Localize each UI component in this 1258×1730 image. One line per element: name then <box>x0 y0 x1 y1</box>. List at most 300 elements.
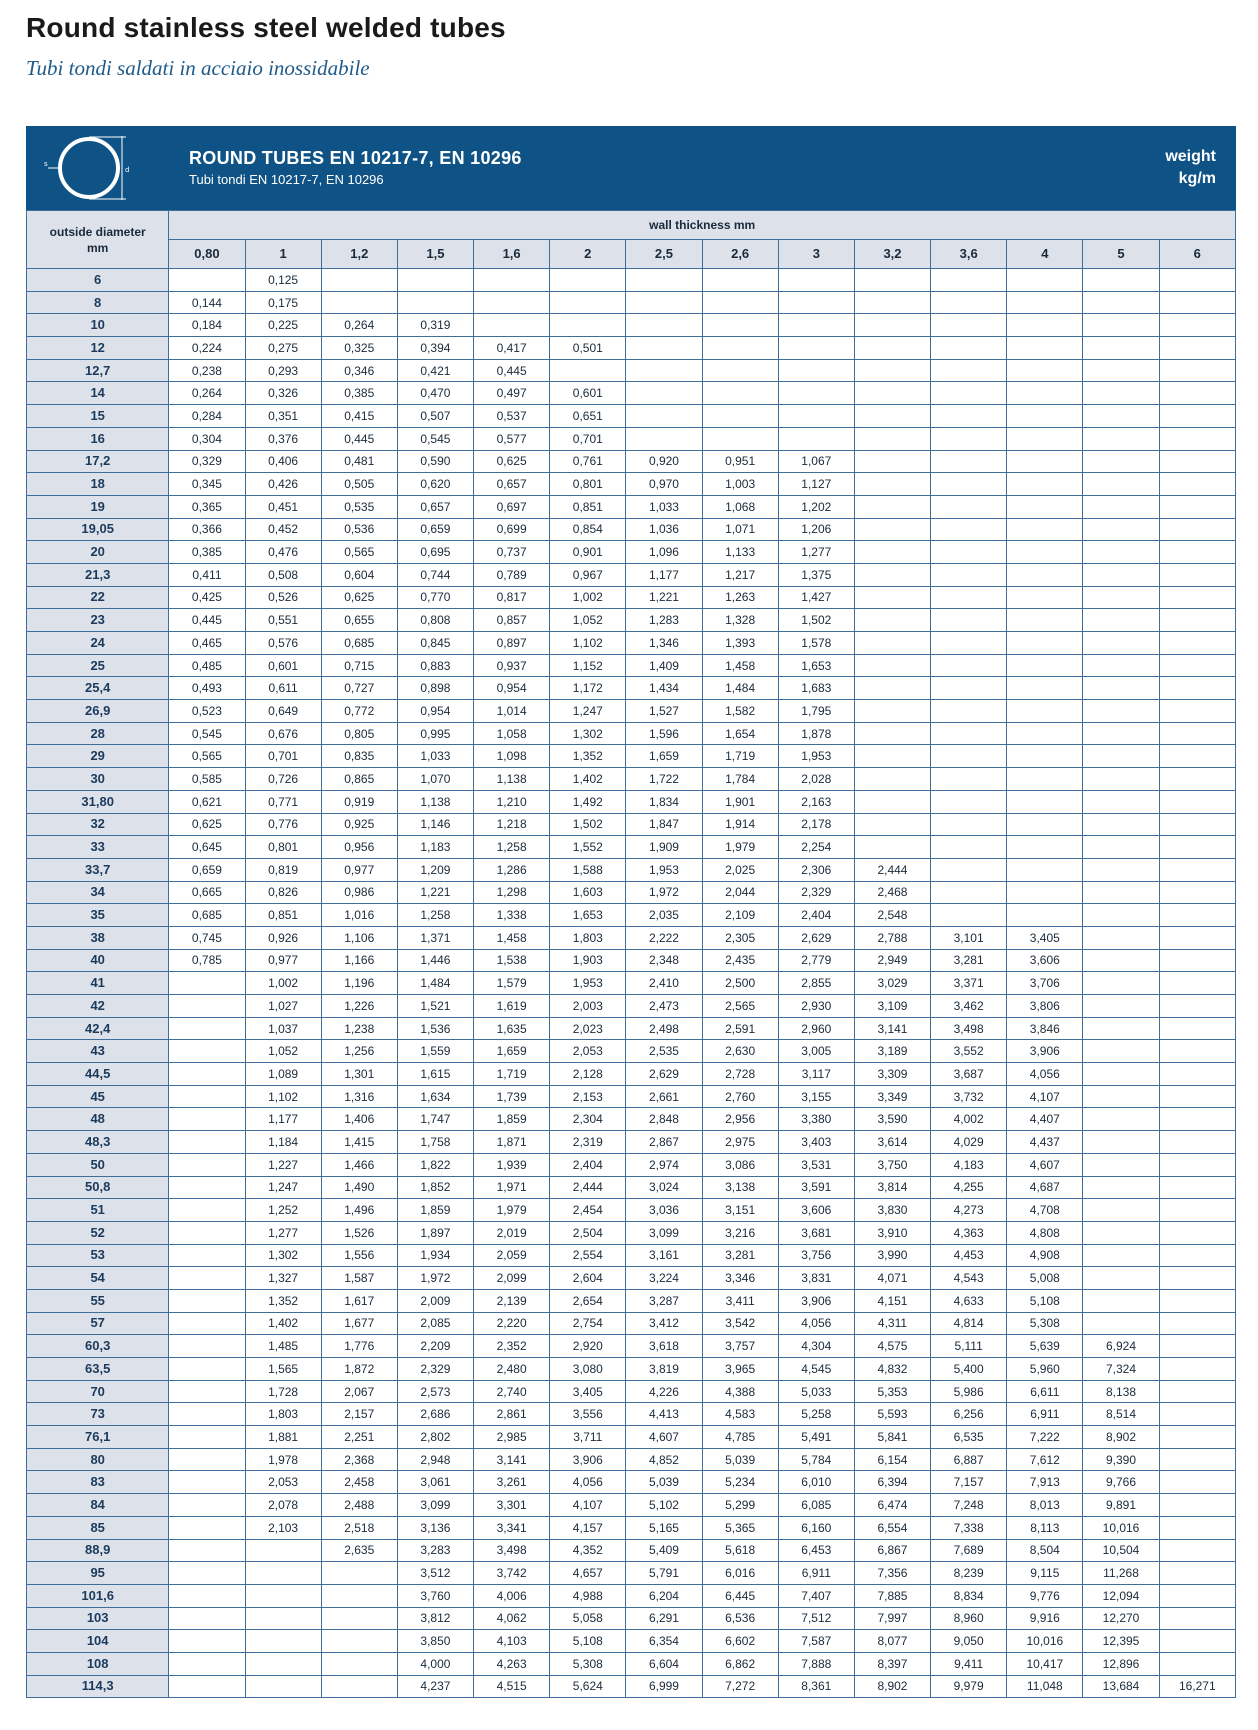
weight-cell: 4,151 <box>854 1289 930 1312</box>
outside-diameter-cell: 85 <box>27 1516 169 1539</box>
weight-cell: 1,252 <box>245 1199 321 1222</box>
weight-cell: 1,496 <box>321 1199 397 1222</box>
weight-cell: 0,951 <box>702 450 778 473</box>
thickness-header-cell: 4 <box>1007 240 1083 269</box>
table-row <box>27 269 1236 292</box>
outside-diameter-cell: 48,3 <box>27 1131 169 1154</box>
weight-cell: 2,019 <box>474 1221 550 1244</box>
weight-cell: 0,545 <box>169 722 245 745</box>
weight-cell: 2,788 <box>854 926 930 949</box>
weight-cell: 1,036 <box>626 518 702 541</box>
weight-cell: 2,404 <box>778 904 854 927</box>
weight-cell: 1,177 <box>626 563 702 586</box>
weight-cell: 1,538 <box>474 949 550 972</box>
weight-cell: 3,756 <box>778 1244 854 1267</box>
weight-cell: 0,406 <box>245 450 321 473</box>
weight-cell: 4,607 <box>626 1426 702 1449</box>
weight-cell <box>245 1562 321 1585</box>
weight-cell <box>550 359 626 382</box>
weight-cell <box>854 609 930 632</box>
weight-cell <box>931 745 1007 768</box>
weight-cell: 3,910 <box>854 1221 930 1244</box>
table-row <box>27 473 1236 496</box>
weight-cell: 1,302 <box>550 722 626 745</box>
weight-cell <box>778 427 854 450</box>
table-row <box>27 563 1236 586</box>
weight-cell: 0,808 <box>397 609 473 632</box>
weight-cell: 7,407 <box>778 1584 854 1607</box>
weight-cell: 0,620 <box>397 473 473 496</box>
weight-cell: 0,304 <box>169 427 245 450</box>
weight-cell <box>1159 1630 1235 1653</box>
weight-cell: 4,633 <box>931 1289 1007 1312</box>
weight-cell: 3,411 <box>702 1289 778 1312</box>
svg-text:s: s <box>44 160 48 168</box>
outside-diameter-cell: 25,4 <box>27 677 169 700</box>
weight-cell: 0,275 <box>245 337 321 360</box>
weight-cell: 1,972 <box>397 1267 473 1290</box>
weight-cell: 0,625 <box>321 586 397 609</box>
weight-cell: 0,325 <box>321 337 397 360</box>
weight-cell: 0,376 <box>245 427 321 450</box>
weight-cell: 0,865 <box>321 768 397 791</box>
weight-cell: 0,897 <box>474 632 550 655</box>
weight-cell <box>1083 1040 1159 1063</box>
weight-cell: 1,027 <box>245 995 321 1018</box>
weight-cell: 0,851 <box>550 495 626 518</box>
weight-cell: 2,630 <box>702 1040 778 1063</box>
outside-diameter-cell: 51 <box>27 1199 169 1222</box>
weight-cell: 8,834 <box>931 1584 1007 1607</box>
thickness-header-cell: 2,5 <box>626 240 702 269</box>
thickness-header-cell: 3,6 <box>931 240 1007 269</box>
weight-cell: 1,277 <box>245 1221 321 1244</box>
weight-cell: 1,263 <box>702 586 778 609</box>
weight-cell: 0,651 <box>550 405 626 428</box>
weight-cell: 2,109 <box>702 904 778 927</box>
weight-cell <box>1083 836 1159 859</box>
weight-cell: 3,099 <box>397 1494 473 1517</box>
weight-cell <box>1159 382 1235 405</box>
weight-cell <box>169 1063 245 1086</box>
weight-cell: 1,484 <box>702 677 778 700</box>
weight-cell: 5,165 <box>626 1516 702 1539</box>
outside-diameter-cell: 95 <box>27 1562 169 1585</box>
weight-cell: 3,138 <box>702 1176 778 1199</box>
weight-cell: 6,862 <box>702 1652 778 1675</box>
weight-cell: 3,462 <box>931 995 1007 1018</box>
weight-cell <box>169 1244 245 1267</box>
weight-cell <box>1083 926 1159 949</box>
table-row <box>27 1516 1236 1539</box>
thickness-header-cell: 0,80 <box>169 240 245 269</box>
weight-cell: 3,512 <box>397 1562 473 1585</box>
weight-cell: 6,602 <box>702 1630 778 1653</box>
weight-cell <box>626 405 702 428</box>
weight-cell: 1,654 <box>702 722 778 745</box>
thickness-header-cell: 3,2 <box>854 240 930 269</box>
weight-cell <box>1159 881 1235 904</box>
weight-cell: 1,247 <box>245 1176 321 1199</box>
weight-cell <box>854 632 930 655</box>
weight-cell: 3,141 <box>854 1017 930 1040</box>
weight-cell: 3,906 <box>1007 1040 1083 1063</box>
weight-cell: 8,960 <box>931 1607 1007 1630</box>
weight-cell: 1,184 <box>245 1131 321 1154</box>
weight-cell <box>1007 745 1083 768</box>
thickness-header-cell: 3 <box>778 240 854 269</box>
outside-diameter-cell: 44,5 <box>27 1063 169 1086</box>
weight-cell: 4,263 <box>474 1652 550 1675</box>
thickness-header-row <box>27 240 1236 269</box>
weight-cell: 4,006 <box>474 1584 550 1607</box>
weight-cell: 6,204 <box>626 1584 702 1607</box>
weight-cell: 0,585 <box>169 768 245 791</box>
weight-cell: 5,111 <box>931 1335 1007 1358</box>
weight-cell <box>1159 1584 1235 1607</box>
weight-cell: 4,832 <box>854 1358 930 1381</box>
weight-cell: 1,978 <box>245 1448 321 1471</box>
table-row <box>27 1562 1236 1585</box>
weight-cell <box>169 1471 245 1494</box>
weight-cell: 2,591 <box>702 1017 778 1040</box>
weight-cell <box>1083 518 1159 541</box>
outside-diameter-cell: 35 <box>27 904 169 927</box>
weight-cell <box>1159 654 1235 677</box>
weight-cell: 2,319 <box>550 1131 626 1154</box>
weight-cell: 2,009 <box>397 1289 473 1312</box>
weight-cell: 2,305 <box>702 926 778 949</box>
weight-cell: 1,492 <box>550 790 626 813</box>
weight-cell <box>1083 722 1159 745</box>
table-row <box>27 518 1236 541</box>
outside-diameter-cell: 33,7 <box>27 858 169 881</box>
weight-cell <box>1159 1131 1235 1154</box>
weight-cell: 2,504 <box>550 1221 626 1244</box>
weight-cell: 0,761 <box>550 450 626 473</box>
weight-cell: 0,604 <box>321 563 397 586</box>
weight-cell: 4,071 <box>854 1267 930 1290</box>
weight-cell: 1,402 <box>245 1312 321 1335</box>
weight-cell <box>1007 586 1083 609</box>
weight-cell: 4,852 <box>626 1448 702 1471</box>
weight-cell <box>931 632 1007 655</box>
weight-cell: 1,033 <box>397 745 473 768</box>
weight-cell: 4,062 <box>474 1607 550 1630</box>
thickness-header-cell: 2,6 <box>702 240 778 269</box>
weight-cell <box>1159 1063 1235 1086</box>
weight-cell: 5,308 <box>1007 1312 1083 1335</box>
weight-cell <box>1159 586 1235 609</box>
weight-cell: 4,352 <box>550 1539 626 1562</box>
weight-cell: 2,740 <box>474 1380 550 1403</box>
weight-cell: 1,552 <box>550 836 626 859</box>
weight-cell: 1,847 <box>626 813 702 836</box>
weight-cell: 1,878 <box>778 722 854 745</box>
weight-cell: 2,028 <box>778 768 854 791</box>
weight-cell: 6,085 <box>778 1494 854 1517</box>
weight-cell <box>854 291 930 314</box>
weight-cell: 2,306 <box>778 858 854 881</box>
weight-cell <box>1007 813 1083 836</box>
table-row <box>27 1085 1236 1108</box>
weight-cell: 3,086 <box>702 1153 778 1176</box>
outside-diameter-cell: 30 <box>27 768 169 791</box>
weight-cell <box>1159 314 1235 337</box>
table-row <box>27 382 1236 405</box>
weight-cell: 1,133 <box>702 541 778 564</box>
weight-cell: 5,409 <box>626 1539 702 1562</box>
weight-cell <box>169 1335 245 1358</box>
weight-cell: 6,160 <box>778 1516 854 1539</box>
outside-diameter-cell: 108 <box>27 1652 169 1675</box>
weight-cell: 1,971 <box>474 1176 550 1199</box>
outside-diameter-cell: 45 <box>27 1085 169 1108</box>
weight-cell: 4,607 <box>1007 1153 1083 1176</box>
weight-cell: 1,521 <box>397 995 473 1018</box>
weight-cell: 3,380 <box>778 1108 854 1131</box>
weight-cell: 0,970 <box>626 473 702 496</box>
weight-cell: 0,727 <box>321 677 397 700</box>
weight-cell: 6,154 <box>854 1448 930 1471</box>
weight-cell: 3,261 <box>474 1471 550 1494</box>
weight-cell: 0,737 <box>474 541 550 564</box>
weight-cell: 1,172 <box>550 677 626 700</box>
weight-cell <box>1083 745 1159 768</box>
weight-cell: 7,997 <box>854 1607 930 1630</box>
weight-cell: 6,887 <box>931 1448 1007 1471</box>
weight-cell <box>778 405 854 428</box>
weight-cell <box>1159 1471 1235 1494</box>
weight-cell: 1,466 <box>321 1153 397 1176</box>
weight-cell: 10,016 <box>1007 1630 1083 1653</box>
weight-cell: 6,911 <box>778 1562 854 1585</box>
weight-cell: 0,657 <box>397 495 473 518</box>
weight-cell: 9,390 <box>1083 1448 1159 1471</box>
weight-cell <box>245 1607 321 1630</box>
weight-cell: 0,655 <box>321 609 397 632</box>
weight-cell: 1,953 <box>626 858 702 881</box>
weight-cell: 1,728 <box>245 1380 321 1403</box>
weight-cell: 5,986 <box>931 1380 1007 1403</box>
weight-cell: 2,059 <box>474 1244 550 1267</box>
weight-cell: 3,591 <box>778 1176 854 1199</box>
weight-cell: 3,136 <box>397 1516 473 1539</box>
weight-cell: 2,975 <box>702 1131 778 1154</box>
weight-cell: 3,614 <box>854 1131 930 1154</box>
weight-cell <box>169 995 245 1018</box>
outside-diameter-cell: 41 <box>27 972 169 995</box>
weight-cell <box>1159 563 1235 586</box>
weight-cell: 8,514 <box>1083 1403 1159 1426</box>
outside-diameter-cell: 15 <box>27 405 169 428</box>
weight-cell: 6,536 <box>702 1607 778 1630</box>
weight-cell: 1,859 <box>397 1199 473 1222</box>
outside-diameter-cell: 60,3 <box>27 1335 169 1358</box>
table-row <box>27 768 1236 791</box>
weight-cell <box>1083 813 1159 836</box>
weight-cell: 2,867 <box>626 1131 702 1154</box>
weight-cell: 2,960 <box>778 1017 854 1040</box>
table-row <box>27 836 1236 859</box>
weight-cell: 1,556 <box>321 1244 397 1267</box>
weight-cell: 3,371 <box>931 972 1007 995</box>
outside-diameter-cell: 29 <box>27 745 169 768</box>
weight-cell: 3,301 <box>474 1494 550 1517</box>
weight-cell <box>854 314 930 337</box>
outside-diameter-cell: 34 <box>27 881 169 904</box>
weight-cell: 8,361 <box>778 1675 854 1698</box>
weight-cell: 3,542 <box>702 1312 778 1335</box>
outside-diameter-cell: 42,4 <box>27 1017 169 1040</box>
weight-cell <box>931 881 1007 904</box>
weight-cell: 1,784 <box>702 768 778 791</box>
weight-cell <box>245 1675 321 1698</box>
weight-cell: 4,808 <box>1007 1221 1083 1244</box>
weight-cell: 0,537 <box>474 405 550 428</box>
weight-cell: 1,859 <box>474 1108 550 1131</box>
weight-cell: 3,029 <box>854 972 930 995</box>
weight-cell: 5,365 <box>702 1516 778 1539</box>
weight-cell <box>1083 291 1159 314</box>
weight-cell: 1,258 <box>397 904 473 927</box>
weight-cell: 7,885 <box>854 1584 930 1607</box>
weight-cell: 1,002 <box>550 586 626 609</box>
weight-cell <box>169 1017 245 1040</box>
weight-cell: 2,023 <box>550 1017 626 1040</box>
weight-cell <box>245 1652 321 1675</box>
weight-cell: 4,407 <box>1007 1108 1083 1131</box>
weight-cell <box>1159 1085 1235 1108</box>
weight-cell: 0,835 <box>321 745 397 768</box>
weight-cell <box>321 269 397 292</box>
outside-diameter-cell: 53 <box>27 1244 169 1267</box>
weight-cell: 0,937 <box>474 654 550 677</box>
weight-cell: 0,319 <box>397 314 473 337</box>
table-row <box>27 337 1236 360</box>
weight-cell <box>1159 949 1235 972</box>
weight-cell <box>931 836 1007 859</box>
weight-cell: 4,515 <box>474 1675 550 1698</box>
weight-cell: 5,624 <box>550 1675 626 1698</box>
weight-cell: 3,757 <box>702 1335 778 1358</box>
weight-cell: 4,453 <box>931 1244 1007 1267</box>
weight-cell: 2,444 <box>854 858 930 881</box>
weight-cell <box>626 269 702 292</box>
weight-cell: 1,052 <box>550 609 626 632</box>
weight-cell <box>169 1562 245 1585</box>
weight-cell: 1,338 <box>474 904 550 927</box>
outside-diameter-cell: 104 <box>27 1630 169 1653</box>
weight-cell <box>1159 1176 1235 1199</box>
weight-cell <box>1159 700 1235 723</box>
weight-cell <box>550 291 626 314</box>
weight-cell: 5,299 <box>702 1494 778 1517</box>
weight-cell: 4,708 <box>1007 1199 1083 1222</box>
weight-cell: 0,776 <box>245 813 321 836</box>
weight-cell <box>1083 858 1159 881</box>
weight-cell <box>931 405 1007 428</box>
outside-diameter-cell: 114,3 <box>27 1675 169 1698</box>
weight-cell <box>1007 790 1083 813</box>
weight-cell: 0,826 <box>245 881 321 904</box>
weight-cell: 0,551 <box>245 609 321 632</box>
weight-cell: 3,830 <box>854 1199 930 1222</box>
weight-cell: 3,283 <box>397 1539 473 1562</box>
weight-cell: 1,393 <box>702 632 778 655</box>
weight-cell: 12,395 <box>1083 1630 1159 1653</box>
weight-cell: 8,902 <box>854 1675 930 1698</box>
outside-diameter-cell: 84 <box>27 1494 169 1517</box>
weight-cell <box>1159 1108 1235 1131</box>
weight-cell: 12,270 <box>1083 1607 1159 1630</box>
svg-text:d: d <box>125 166 130 174</box>
weight-cell <box>169 1494 245 1517</box>
weight-cell: 7,612 <box>1007 1448 1083 1471</box>
weight-cell <box>931 654 1007 677</box>
table-row <box>27 450 1236 473</box>
table-row <box>27 1040 1236 1063</box>
weight-cell: 0,565 <box>169 745 245 768</box>
weight-cell: 0,577 <box>474 427 550 450</box>
weight-cell: 5,353 <box>854 1380 930 1403</box>
weight-cell: 4,908 <box>1007 1244 1083 1267</box>
weight-cell: 1,939 <box>474 1153 550 1176</box>
weight-cell: 0,801 <box>550 473 626 496</box>
weight-cell <box>854 518 930 541</box>
weight-cell: 1,803 <box>550 926 626 949</box>
weight-cell: 7,888 <box>778 1652 854 1675</box>
weight-cell: 2,754 <box>550 1312 626 1335</box>
thickness-header-cell: 6 <box>1159 240 1235 269</box>
weight-cell: 0,426 <box>245 473 321 496</box>
weight-cell: 1,719 <box>474 1063 550 1086</box>
weight-cell: 3,706 <box>1007 972 1083 995</box>
weight-cell: 2,163 <box>778 790 854 813</box>
weight-cell: 5,234 <box>702 1471 778 1494</box>
weight-cell: 2,974 <box>626 1153 702 1176</box>
weight-cell: 1,283 <box>626 609 702 632</box>
weight-cell: 0,445 <box>474 359 550 382</box>
weight-cell: 1,247 <box>550 700 626 723</box>
weight-cell: 3,309 <box>854 1063 930 1086</box>
weight-cell: 0,451 <box>245 495 321 518</box>
weight-cell: 5,008 <box>1007 1267 1083 1290</box>
weight-cell: 1,221 <box>626 586 702 609</box>
weight-cell: 2,157 <box>321 1403 397 1426</box>
od-header-line2: mm <box>87 240 109 255</box>
weight-cell <box>1159 790 1235 813</box>
weight-cell: 3,819 <box>626 1358 702 1381</box>
weight-cell: 4,056 <box>550 1471 626 1494</box>
weight-cell <box>778 337 854 360</box>
weight-cell: 8,113 <box>1007 1516 1083 1539</box>
weight-cell: 9,411 <box>931 1652 1007 1675</box>
weight-cell <box>1083 1289 1159 1312</box>
weight-cell: 2,498 <box>626 1017 702 1040</box>
weight-cell: 3,161 <box>626 1244 702 1267</box>
weight-cell <box>1007 427 1083 450</box>
weight-cell: 1,588 <box>550 858 626 881</box>
weight-cell: 1,346 <box>626 632 702 655</box>
weight-cell <box>1083 269 1159 292</box>
weight-cell <box>702 405 778 428</box>
weight-cell <box>550 269 626 292</box>
weight-cell: 1,406 <box>321 1108 397 1131</box>
weight-cell: 2,855 <box>778 972 854 995</box>
table-row <box>27 1652 1236 1675</box>
weight-cell: 5,639 <box>1007 1335 1083 1358</box>
